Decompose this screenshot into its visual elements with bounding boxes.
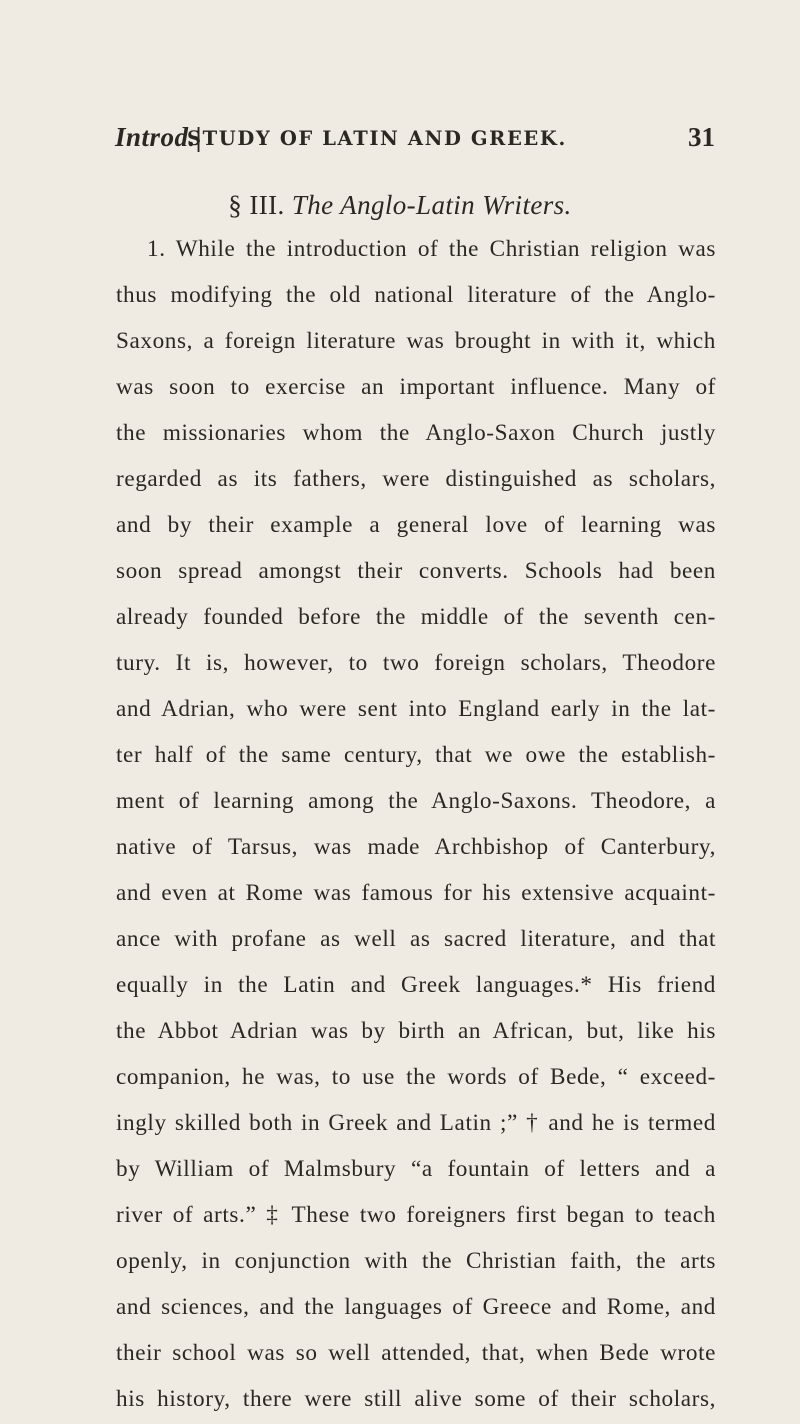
body-line: regarded as its fathers, were distinguished as scholars, [116, 466, 716, 492]
running-head [115, 122, 715, 158]
body-line: native of Tarsus, was made Archbishop of Canterbury, [116, 834, 716, 860]
body-line: tury. It is, however, to two foreign scholars, Theodore [116, 650, 716, 676]
body-line: their school was so well attended, that, when Bede wrote [116, 1340, 716, 1366]
body-line: ingly skilled both in Greek and Latin ;” † and he is termed [116, 1110, 716, 1136]
body-line: openly, in conjunction with the Christian faith, the arts [116, 1248, 716, 1274]
body-line: by William of Malmsbury “a fountain of letters and a [116, 1156, 716, 1182]
body-line: and by their example a general love of learning was [116, 512, 716, 538]
body-line: ance with profane as well as sacred literature, and that [116, 926, 716, 952]
body-line: and even at Rome was famous for his extensive acquaint- [116, 880, 716, 906]
body-line: soon spread amongst their converts. Schools had been [116, 558, 716, 584]
body-line: and Adrian, who were sent into England early in the lat- [116, 696, 716, 722]
running-head-section: Introd.| [115, 122, 203, 152]
body-line: river of arts.” ‡ These two foreigners first began to teach [116, 1202, 716, 1228]
body-line: ment of learning among the Anglo-Saxons. Theodore, a [116, 788, 716, 814]
body-line: ter half of the same century, that we owe the establish- [116, 742, 716, 768]
body-line: and sciences, and the languages of Greece and Rome, and [116, 1294, 716, 1320]
section-heading [0, 190, 800, 221]
body-line: was soon to exercise an important influence. Many of [116, 374, 716, 400]
body-line: the Abbot Adrian was by birth an African, but, like his [116, 1018, 716, 1044]
body-line: the missionaries whom the Anglo-Saxon Church justly [116, 420, 716, 446]
body-line: his history, there were still alive some of their scholars, [116, 1386, 716, 1412]
section-number: § III. [228, 190, 285, 220]
running-head-title: STUDY OF LATIN AND GREEK. [187, 127, 567, 150]
page-number: 31 [688, 122, 715, 152]
body-line: Saxons, a foreign literature was brought in with it, which [116, 328, 716, 354]
body-line: thus modifying the old national literature of the Anglo- [116, 282, 716, 308]
body-line: equally in the Latin and Greek languages.* His friend [116, 972, 716, 998]
body-line: companion, he was, to use the words of Bede, “ exceed- [116, 1064, 716, 1090]
body-line: already founded before the middle of the seventh cen- [116, 604, 716, 630]
body-line: 1. While the introduction of the Christian religion was [147, 236, 716, 262]
section-title: The Anglo-Latin Writers. [291, 190, 572, 220]
